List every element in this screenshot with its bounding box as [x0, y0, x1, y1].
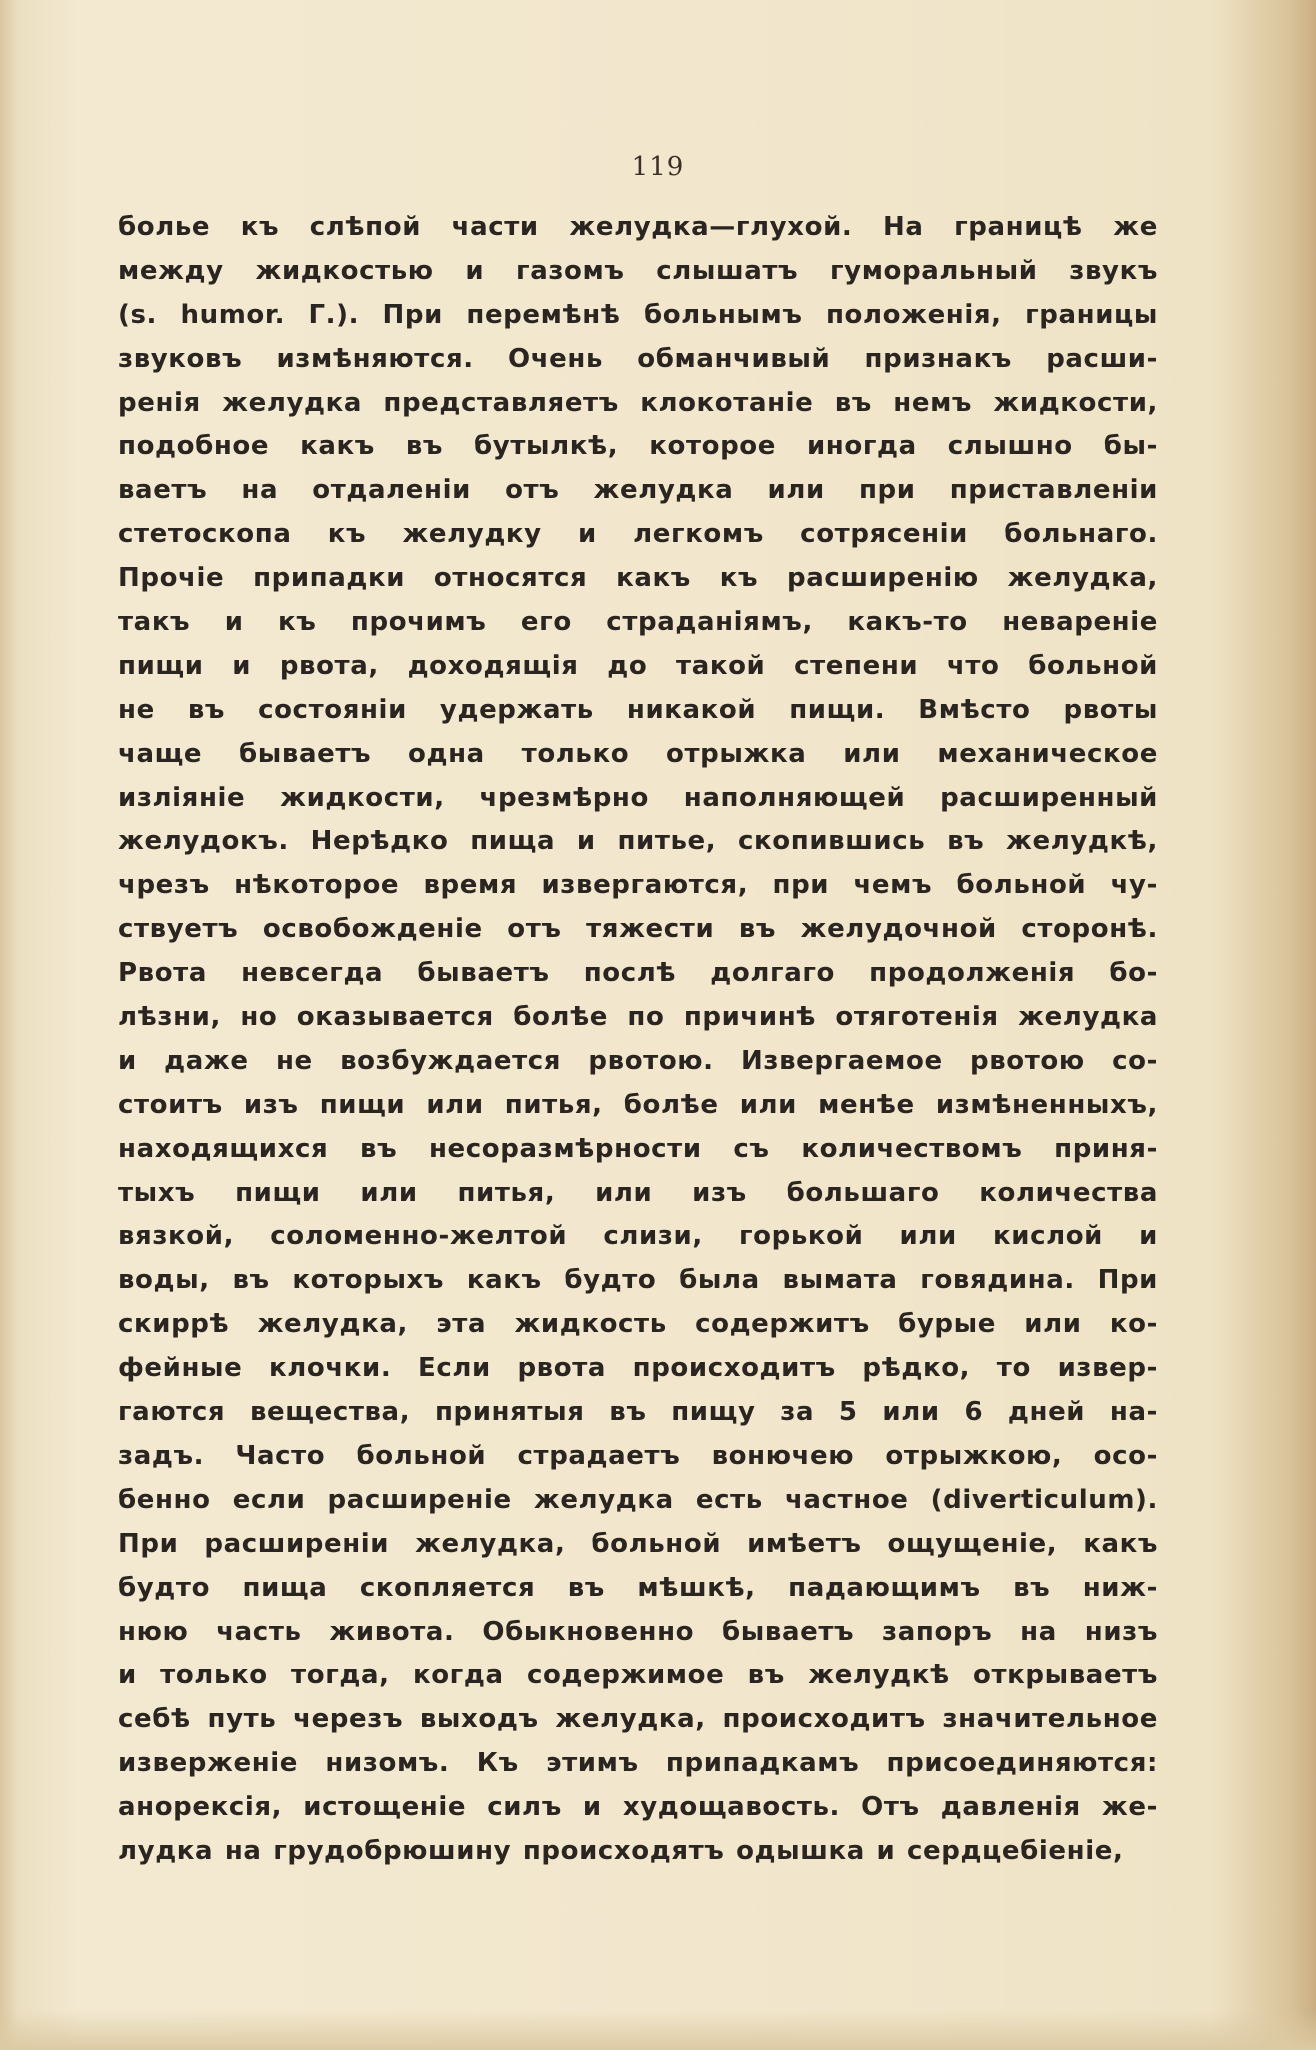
- text-line: не въ состояніи удержать никакой пищи. Вмѣсто рвоты: [118, 694, 1158, 725]
- text-line: воды, въ которыхъ какъ будто была вымата говядина. При: [118, 1265, 1158, 1296]
- text-line: больe къ слѣпой части желудка—глухой. На границѣ же: [118, 212, 1158, 242]
- text-line: лудка на грудобрюшину происходятъ одышка и сердцебіеніе,: [118, 1835, 1124, 1866]
- text-line: ваетъ на отдаленіи отъ желудка или при приставленіи: [118, 475, 1158, 506]
- text-line: стоитъ изъ пищи или питья, болѣе или менѣе измѣненныхъ,: [118, 1089, 1158, 1120]
- text-line: себѣ путь черезъ выходъ желудка, происходитъ значительное: [118, 1704, 1158, 1735]
- text-line: такъ и къ прочимъ его страданіямъ, какъ-то невареніе: [118, 607, 1158, 638]
- text-line: чрезъ нѣкоторое время извергаются, при чемъ больной чу-: [118, 870, 1158, 901]
- text-line: подобное какъ въ бутылкѣ, которое иногда слышно бы-: [118, 431, 1158, 462]
- text-line: изверженіе низомъ. Къ этимъ припадкамъ присоединяются:: [118, 1748, 1158, 1779]
- text-line: скиррѣ желудка, эта жидкость содержитъ бурые или ко-: [118, 1309, 1158, 1340]
- text-line: Прочіе припадки относятся какъ къ расширенію желудка,: [118, 563, 1158, 594]
- text-line: При расширеніи желудка, больной имѣетъ ощущеніе, какъ: [118, 1528, 1158, 1559]
- text-line: ренія желудка представляетъ клокотаніе въ немъ жидкости,: [118, 387, 1158, 418]
- text-line: звуковъ измѣняются. Очень обманчивый признакъ расши-: [118, 343, 1158, 374]
- text-line: задъ. Часто больной страдаетъ вонючею отрыжкою, осо-: [118, 1440, 1158, 1471]
- text-line: и даже не возбуждается рвотою. Извергаемое рвотою со-: [118, 1045, 1158, 1076]
- text-line: бенно если расширеніе желудка есть частное (diverticulum).: [118, 1484, 1158, 1515]
- text-line: стетоскопа къ желудку и легкомъ сотрясеніи больнаго.: [118, 519, 1158, 550]
- text-line: фейные клочки. Если рвота происходитъ рѣдко, то извер-: [118, 1353, 1158, 1384]
- text-line: пищи и рвота, доходящія до такой степени что больной: [118, 650, 1158, 681]
- text-line: вязкой, соломенно-желтой слизи, горькой или кислой и: [118, 1221, 1158, 1252]
- text-line: изліяніе жидкости, чрезмѣрно наполняющей расширенный: [118, 782, 1158, 813]
- text-line: желудокъ. Нерѣдко пища и питье, скопившись въ желудкѣ,: [118, 826, 1158, 857]
- text-line: гаются вещества, принятыя въ пищу за 5 или 6 дней на-: [118, 1397, 1158, 1428]
- text-line: нюю часть живота. Обыкновенно бываетъ запоръ на низъ: [118, 1616, 1158, 1647]
- body-text: [118, 206, 1158, 1874]
- text-line: Рвота невсегда бываетъ послѣ долгаго продолженія бо-: [118, 958, 1158, 989]
- text-line: и только тогда, когда содержимое въ желудкѣ открываетъ: [118, 1660, 1158, 1691]
- text-line: тыхъ пищи или питья, или изъ большаго количества: [118, 1177, 1158, 1208]
- page-bottom-shadow: [0, 2010, 1316, 2050]
- page-edge-shadow: [0, 0, 18, 2050]
- text-line: будто пища скопляется въ мѣшкѣ, падающимъ въ ниж-: [118, 1572, 1158, 1603]
- text-line: чаще бываетъ одна только отрыжка или механическое: [118, 738, 1158, 769]
- page-number: 119: [631, 152, 685, 182]
- text-line: (s. humor. Г.). При перемѣнѣ больнымъ положенія, границы: [118, 299, 1158, 330]
- text-line: ствуетъ освобожденіе отъ тяжести въ желудочной сторонѣ.: [118, 914, 1158, 945]
- text-line: находящихся въ несоразмѣрности съ количествомъ приня-: [118, 1133, 1158, 1164]
- text-line: анорексія, истощеніе силъ и худощавость. Отъ давленія же-: [118, 1792, 1158, 1823]
- text-line: между жидкостью и газомъ слышатъ гумoральный звукъ: [118, 255, 1158, 286]
- text-line: лѣзни, но оказывается болѣе по причинѣ отяготенія желудка: [118, 1002, 1158, 1033]
